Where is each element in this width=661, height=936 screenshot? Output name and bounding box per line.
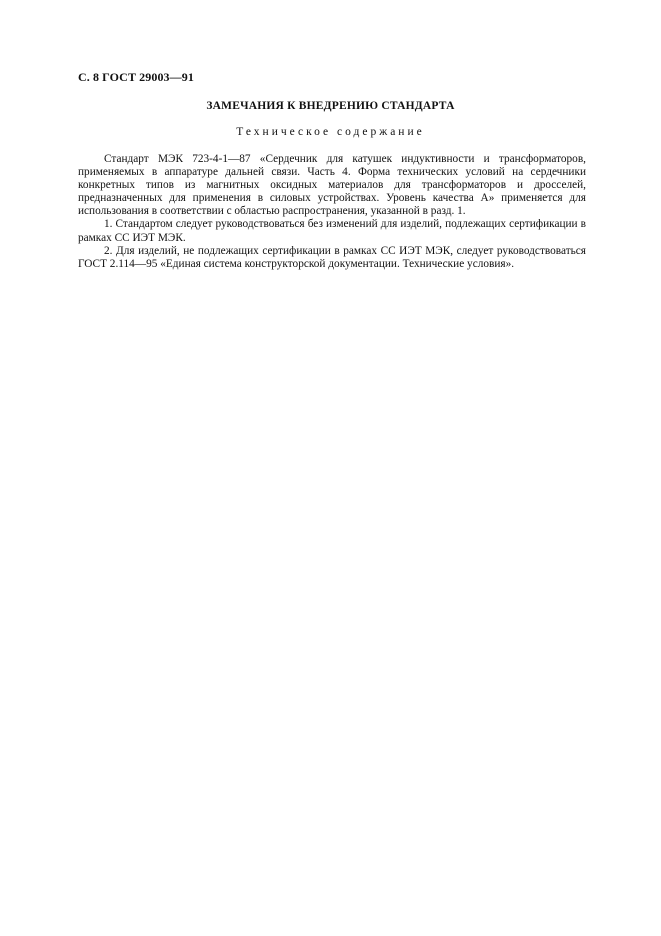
paragraph-intro: Стандарт МЭК 723-4-1—87 «Сердечник для катушек индуктивности и трансформаторов, применяемых в аппаратуре дальней связи. Часть 4. Форма технических условий на сердечники конкретных типов из магнитных оксидных материалов для трансформаторов и дросселей, предназначенных для применения в силовых устройствах. Уровень качества А» применяется для использования в соответствии с областью распространения, указанной в разд. 1.: [78, 153, 586, 218]
body-text: [78, 153, 586, 271]
paragraph-item-1: 1. Стандартом следует руководствоваться без изменений для изделий, подлежащих сертификации в рамках СС ИЭТ МЭК.: [78, 218, 586, 244]
paragraph-item-2: 2. Для изделий, не подлежащих сертификации в рамках СС ИЭТ МЭК, следует руководствоваться ГОСТ 2.114—95 «Единая система конструкторской документации. Технические условия».: [78, 244, 586, 270]
section-title: ЗАМЕЧАНИЯ К ВНЕДРЕНИЮ СТАНДАРТА: [206, 100, 455, 112]
section-subtitle: Техническое содержание: [236, 126, 425, 138]
page-header: С. 8 ГОСТ 29003—91: [78, 70, 194, 84]
